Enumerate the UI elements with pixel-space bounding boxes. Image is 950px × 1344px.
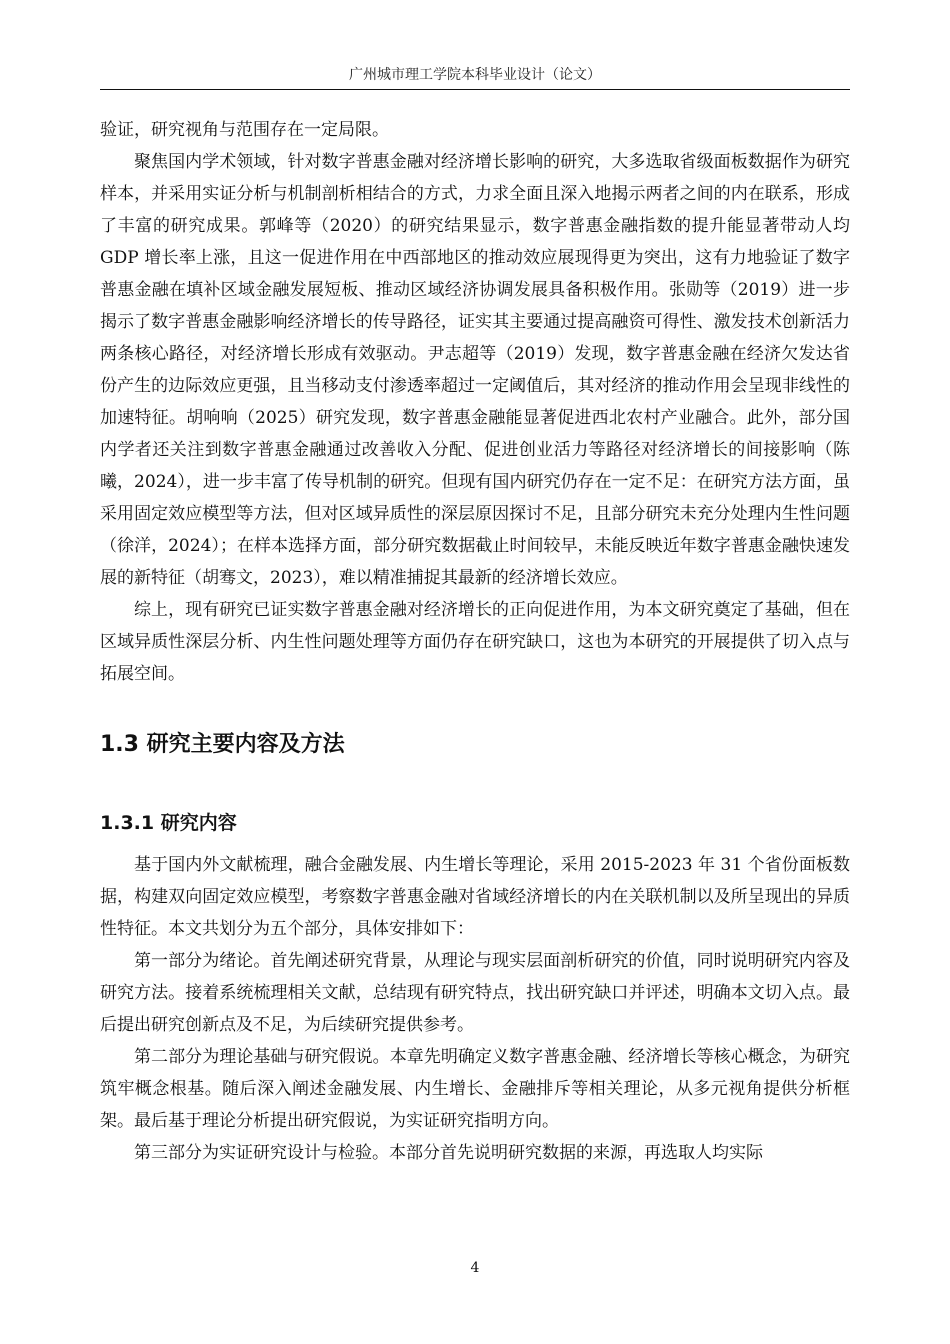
paragraph-continuation: 验证，研究视角与范围存在一定局限。: [100, 120, 389, 140]
page-number: 4: [470, 1260, 480, 1276]
subsection-heading: 1.3.1 研究内容: [100, 812, 237, 834]
page-body: [100, 114, 850, 1169]
paragraph-part-two: 第二部分为理论基础与研究假说。本章先明确定义数字普惠金融、经济增长等核心概念，为研究筑牢概念根基。随后深入阐述金融发展、内生增长、金融排斥等相关理论，从多元视角提供分析框架。最后基于理论分析提出研究假说，为实证研究指明方向。: [100, 1047, 850, 1131]
running-header: 广州城市理工学院本科毕业设计（论文）: [349, 67, 601, 83]
paragraph-domestic-research: 聚焦国内学术领域，针对数字普惠金融对经济增长影响的研究，大多选取省级面板数据作为研究样本，并采用实证分析与机制剖析相结合的方式，力求全面且深入地揭示两者之间的内在联系，形成了丰富的研究成果。郭峰等（2020）的研究结果显示，数字普惠金融指数的提升能显著带动人均 GDP 增长率上涨，且这一促进作用在中西部地区的推动效应展现得更为突出，这有力地验证了数字普惠金融在填补区域金融发展短板、推动区域经济协调发展具备积极作用。张勋等（2019）进一步揭示了数字普惠金融影响经济增长的传导路径，证实其主要通过提高融资可得性、激发技术创新活力两条核心路径，对经济增长形成有效驱动。尹志超等（2019）发现，数字普惠金融在经济欠发达省份产生的边际效应更强，且当移动支付渗透率超过一定阈值后，其对经济的推动作用会呈现非线性的加速特征。胡响响（2025）研究发现，数字普惠金融能显著促进西北农村产业融合。此外，部分国内学者还关注到数字普惠金融通过改善收入分配、促进创业活力等路径对经济增长的间接影响（陈曦，2024），进一步丰富了传导机制的研究。但现有国内研究仍存在一定不足：在研究方法方面，虽采用固定效应模型等方法，但对区域异质性的深层原因探讨不足，且部分研究未充分处理内生性问题（徐洋，2024）；在样本选择方面，部分研究数据截止时间较早，未能反映近年数字普惠金融快速发展的新特征（胡骞文，2023），难以精准捕捉其最新的经济增长效应。: [100, 152, 850, 588]
header-rule: [100, 89, 850, 90]
section-heading: 1.3 研究主要内容及方法: [100, 732, 345, 757]
paragraph-summary: 综上，现有研究已证实数字普惠金融对经济增长的正向促进作用，为本文研究奠定了基础，但在区域异质性深层分析、内生性问题处理等方面仍存在研究缺口，这也为本研究的开展提供了切入点与拓展空间。: [100, 600, 850, 684]
paragraph-part-one: 第一部分为绪论。首先阐述研究背景，从理论与现实层面剖析研究的价值，同时说明研究内容及研究方法。接着系统梳理相关文献，总结现有研究特点，找出研究缺口并评述，明确本文切入点。最后提出研究创新点及不足，为后续研究提供参考。: [100, 951, 850, 1035]
paragraph-part-three: 第三部分为实证研究设计与检验。本部分首先说明研究数据的来源，再选取人均实际: [134, 1143, 763, 1163]
paragraph-research-content: 基于国内外文献梳理，融合金融发展、内生增长等理论，采用 2015-2023 年 31 个省份面板数据，构建双向固定效应模型，考察数字普惠金融对省域经济增长的内在关联机制以及所呈现出的异质性特征。本文共划分为五个部分，具体安排如下：: [100, 855, 850, 939]
